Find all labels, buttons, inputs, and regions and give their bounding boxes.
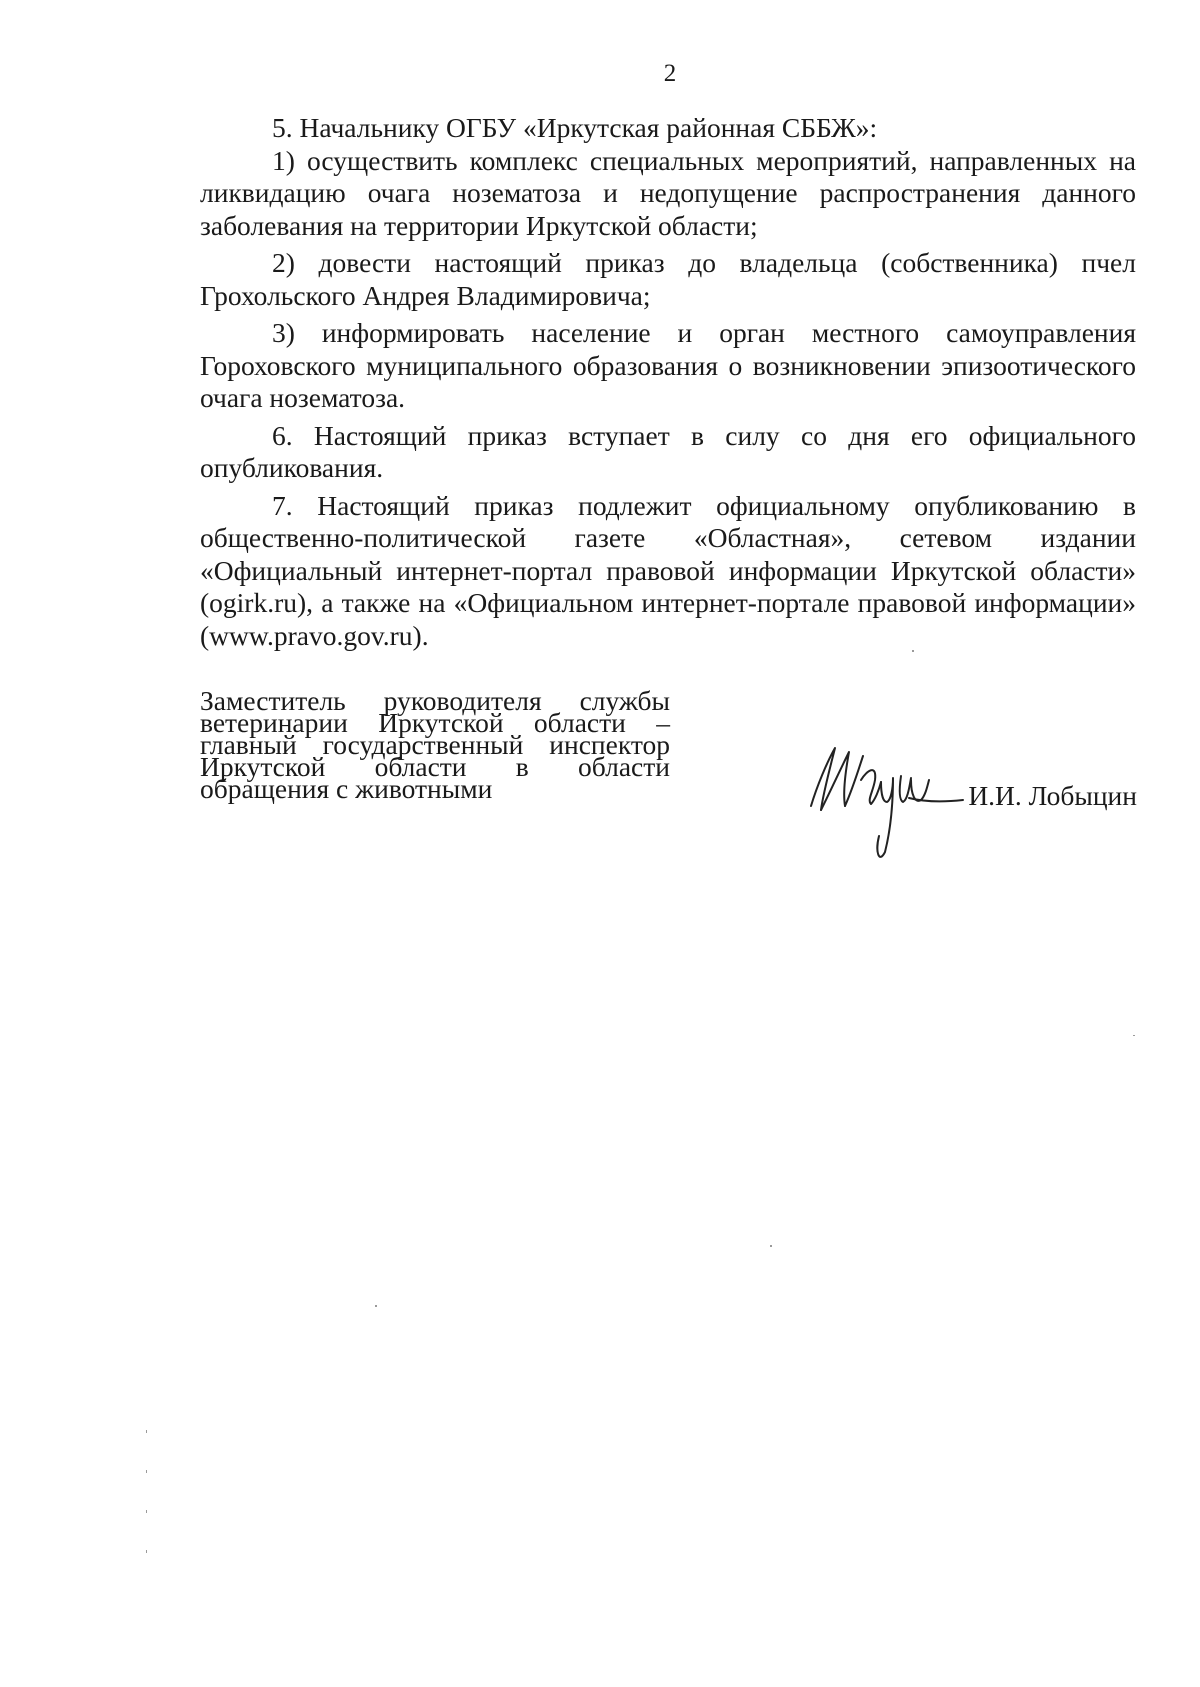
scan-speck [770,1245,772,1247]
document-body [200,112,1136,652]
signatory-position-line: ветеринарии Иркутской области – [200,707,670,738]
scan-speck [146,1430,147,1433]
scan-speck [146,1470,147,1473]
paragraph-subitem-2: 2) довести настоящий приказ до владельца (собственника) пчел Грохольского Андрея Владимировича; [200,247,1136,311]
signatory-position-line: Заместитель руководителя службы [200,685,670,716]
paragraph-item-6: 6. Настоящий приказ вступает в силу со дня его официального опубликования. [200,419,1136,483]
handwritten-signature [805,740,965,865]
paragraph-subitem-3: 3) информировать население и орган местного самоуправления Гороховского муниципального образования о возникновении эпизоотического очага нозематоза. [200,317,1136,413]
signatory-position-line: главный государственный инспектор [200,729,670,760]
signer-name: И.И. Лобыцин [968,780,1137,811]
paragraph-item-5: 5. Начальнику ОГБУ «Иркутская районная СББЖ»: [272,112,878,143]
signatory-position-line: обращения с животными [200,773,493,804]
scan-speck [146,1510,147,1513]
paragraph-subitem-1: 1) осуществить комплекс специальных мероприятий, направленных на ликвидацию очага нозематоза и недопущение распространения данного заболевания на территории Иркутской области; [200,144,1136,241]
page-number: 2 [663,60,677,87]
paragraph-item-7: 7. Настоящий приказ подлежит официальному опубликованию в общественно-политической газете «Областная», сетевом издании «Официальный интернет-портал правовой информации Иркутской области» (ogirk.ru), а также на «Официальном интернет-портале правовой информации» (www.pravo.gov.ru). [200,489,1136,651]
scan-speck [912,650,914,652]
scan-speck [1133,1035,1135,1036]
scan-speck [375,1305,377,1307]
signatory-position [200,685,670,804]
signatory-position-line: Иркутской области в области [200,751,670,782]
scan-speck [146,1550,147,1553]
